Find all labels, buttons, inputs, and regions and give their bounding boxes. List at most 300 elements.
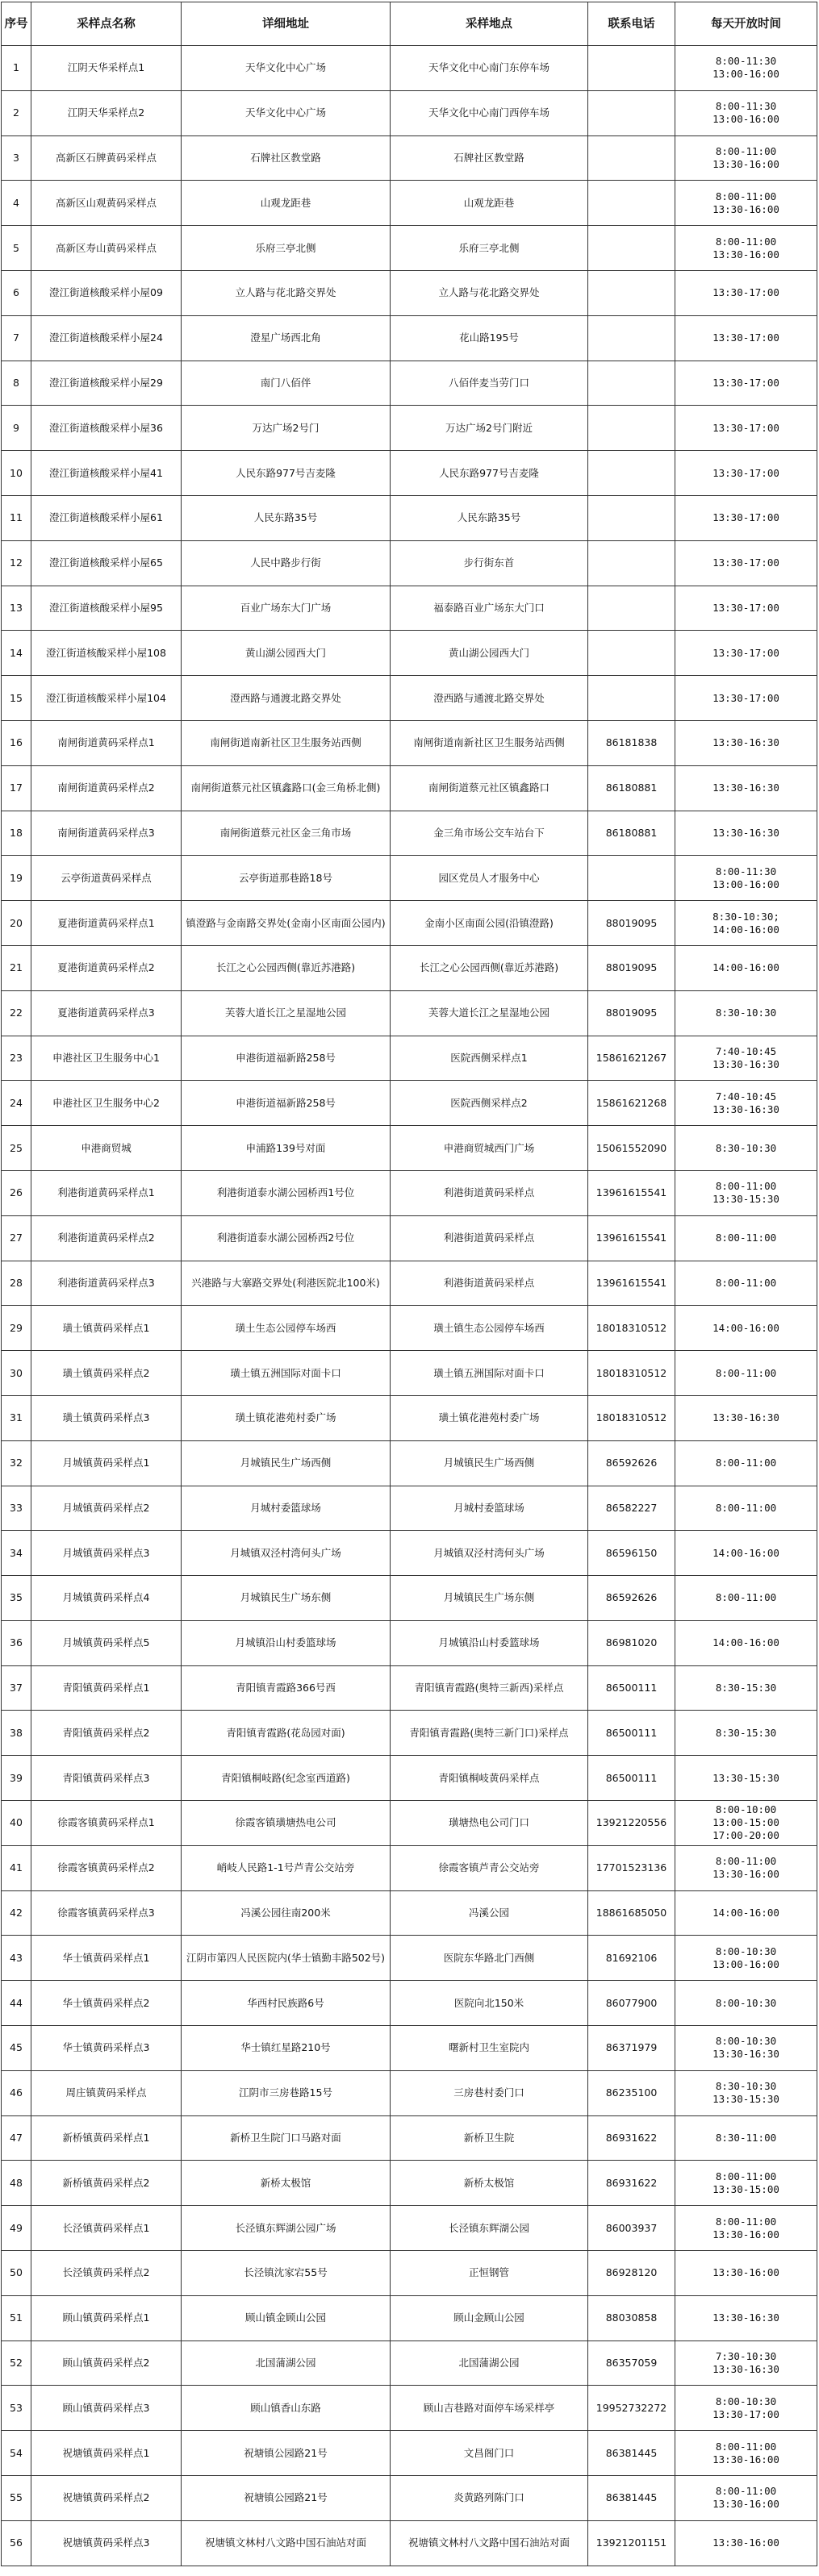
cell-address: 璜土生态公园停车场西: [182, 1306, 391, 1351]
cell-phone: 86928120: [588, 2251, 675, 2296]
cell-phone: 13961615541: [588, 1170, 675, 1215]
cell-address: 月城村委篮球场: [182, 1486, 391, 1531]
cell-index: 26: [2, 1170, 31, 1215]
table-row: [2, 945, 817, 990]
cell-phone: 86931622: [588, 2115, 675, 2161]
cell-site-name: 顾山镇黄码采样点1: [31, 2295, 182, 2340]
cell-address: 月城镇双泾村湾何头广场: [182, 1531, 391, 1576]
cell-index: 41: [2, 1845, 31, 1890]
cell-hours: 13:30-17:00: [675, 406, 817, 451]
cell-location: 澄西路与通渡北路交界处: [391, 676, 588, 721]
cell-location: 利港街道黄码采样点: [391, 1261, 588, 1306]
table-row: [2, 1576, 817, 1621]
table-row: [2, 1845, 817, 1890]
table-row: [2, 2251, 817, 2296]
table-row: [2, 1170, 817, 1215]
cell-address: 申浦路139号对面: [182, 1126, 391, 1171]
cell-location: 金三角市场公交车站台下: [391, 811, 588, 856]
cell-hours: 14:00-16:00: [675, 1890, 817, 1936]
table-row: [2, 2386, 817, 2431]
cell-site-name: 南闸街道黄码采样点2: [31, 765, 182, 811]
cell-phone: 86235100: [588, 2070, 675, 2115]
cell-hours: 13:30-17:00: [675, 676, 817, 721]
cell-location: 新桥卫生院: [391, 2115, 588, 2161]
cell-phone: 86500111: [588, 1711, 675, 1756]
table-row: [2, 315, 817, 361]
cell-location: 月城镇双泾村湾何头广场: [391, 1531, 588, 1576]
table-row: [2, 1756, 817, 1801]
cell-phone: [588, 451, 675, 496]
cell-site-name: 澄江街道核酸采样小屋95: [31, 586, 182, 631]
cell-location: 月城镇沿山村委篮球场: [391, 1620, 588, 1665]
cell-phone: [588, 361, 675, 406]
cell-hours: 13:30-17:00: [675, 495, 817, 540]
cell-hours: 8:00-10:30 13:30-16:30: [675, 2026, 817, 2071]
cell-address: 峭岐人民路1-1号芦青公交站旁: [182, 1845, 391, 1890]
cell-hours: 8:00-11:00 13:30-16:00: [675, 1845, 817, 1890]
cell-phone: [588, 586, 675, 631]
cell-phone: 86500111: [588, 1756, 675, 1801]
cell-index: 15: [2, 676, 31, 721]
cell-location: 月城镇民生广场西侧: [391, 1440, 588, 1486]
cell-site-name: 周庄镇黄码采样点: [31, 2070, 182, 2115]
cell-index: 48: [2, 2161, 31, 2206]
cell-location: 芙蓉大道长江之星湿地公园: [391, 990, 588, 1036]
cell-site-name: 南闸街道黄码采样点3: [31, 811, 182, 856]
cell-site-name: 澄江街道核酸采样小屋108: [31, 631, 182, 676]
table-row: [2, 2115, 817, 2161]
cell-hours: 8:30-10:30 13:30-15:30: [675, 2070, 817, 2115]
cell-address: 兴港路与大寨路交界处(利港医院北100米): [182, 1261, 391, 1306]
header-site-name: 采样点名称: [31, 2, 182, 46]
cell-index: 17: [2, 765, 31, 811]
cell-phone: 13961615541: [588, 1215, 675, 1261]
cell-hours: 8:30-11:00: [675, 2115, 817, 2161]
cell-index: 51: [2, 2295, 31, 2340]
cell-index: 30: [2, 1351, 31, 1396]
cell-phone: 13961615541: [588, 1261, 675, 1306]
cell-site-name: 月城镇黄码采样点3: [31, 1531, 182, 1576]
cell-site-name: 璜土镇黄码采样点2: [31, 1351, 182, 1396]
cell-hours: 8:00-11:00: [675, 1576, 817, 1621]
header-location: 采样地点: [391, 2, 588, 46]
cell-site-name: 申港社区卫生服务中心2: [31, 1081, 182, 1126]
cell-hours: 13:30-17:00: [675, 361, 817, 406]
cell-site-name: 新桥镇黄码采样点1: [31, 2115, 182, 2161]
cell-site-name: 新桥镇黄码采样点2: [31, 2161, 182, 2206]
cell-site-name: 青阳镇黄码采样点1: [31, 1665, 182, 1711]
cell-hours: 7:40-10:45 13:30-16:30: [675, 1081, 817, 1126]
table-row: [2, 676, 817, 721]
cell-index: 40: [2, 1801, 31, 1846]
table-row: [2, 1711, 817, 1756]
cell-address: 青阳镇青霞路366号西: [182, 1665, 391, 1711]
table-row: [2, 1261, 817, 1306]
table-row: [2, 181, 817, 226]
cell-hours: 14:00-16:00: [675, 1620, 817, 1665]
cell-location: 长泾镇东辉湖公园: [391, 2206, 588, 2251]
cell-index: 54: [2, 2431, 31, 2476]
cell-location: 月城镇民生广场东侧: [391, 1576, 588, 1621]
table-row: [2, 2026, 817, 2071]
table-row: [2, 1486, 817, 1531]
cell-site-name: 利港街道黄码采样点2: [31, 1215, 182, 1261]
table-row: [2, 1036, 817, 1081]
cell-address: 澄西路与通渡北路交界处: [182, 676, 391, 721]
table-row: [2, 720, 817, 765]
cell-hours: 13:30-16:30: [675, 720, 817, 765]
cell-location: 医院向北150米: [391, 1981, 588, 2026]
cell-index: 32: [2, 1440, 31, 1486]
cell-index: 24: [2, 1081, 31, 1126]
cell-address: 徐霞客镇璜塘热电公司: [182, 1801, 391, 1846]
cell-location: 南闸街道蔡元社区镇鑫路口: [391, 765, 588, 811]
cell-site-name: 月城镇黄码采样点4: [31, 1576, 182, 1621]
cell-location: 利港街道黄码采样点: [391, 1170, 588, 1215]
table-row: [2, 1936, 817, 1981]
table-row: [2, 2431, 817, 2476]
cell-phone: 18018310512: [588, 1306, 675, 1351]
cell-index: 47: [2, 2115, 31, 2161]
cell-site-name: 利港街道黄码采样点1: [31, 1170, 182, 1215]
cell-phone: 86931622: [588, 2161, 675, 2206]
cell-address: 石牌社区教堂路: [182, 135, 391, 181]
cell-index: 34: [2, 1531, 31, 1576]
cell-site-name: 云亭街道黄码采样点: [31, 856, 182, 901]
cell-site-name: 利港街道黄码采样点3: [31, 1261, 182, 1306]
cell-hours: 13:30-15:30: [675, 1756, 817, 1801]
table-row: [2, 2161, 817, 2206]
cell-site-name: 青阳镇黄码采样点3: [31, 1756, 182, 1801]
cell-hours: 8:00-11:30 13:00-16:00: [675, 90, 817, 135]
cell-index: 12: [2, 540, 31, 586]
table-row: [2, 765, 817, 811]
cell-phone: 86596150: [588, 1531, 675, 1576]
cell-address: 乐府三亭北侧: [182, 226, 391, 271]
cell-address: 青阳镇青霞路(花岛园对面): [182, 1711, 391, 1756]
table-row: [2, 2206, 817, 2251]
cell-address: 月城镇民生广场西侧: [182, 1440, 391, 1486]
cell-index: 28: [2, 1261, 31, 1306]
cell-address: 璜土镇五洲国际对面卡口: [182, 1351, 391, 1396]
cell-address: 申港街道福新路258号: [182, 1036, 391, 1081]
cell-hours: 14:00-16:00: [675, 945, 817, 990]
cell-hours: 8:00-11:00 13:30-16:00: [675, 2476, 817, 2521]
cell-address: 长江之心公园西侧(靠近苏港路): [182, 945, 391, 990]
cell-address: 南闸街道蔡元社区镇鑫路口(金三角桥北侧): [182, 765, 391, 811]
cell-index: 13: [2, 586, 31, 631]
cell-location: 园区党员人才服务中心: [391, 856, 588, 901]
cell-location: 正恒钢管: [391, 2251, 588, 2296]
table-row: [2, 856, 817, 901]
cell-hours: 13:30-16:30: [675, 765, 817, 811]
cell-site-name: 徐霞客镇黄码采样点3: [31, 1890, 182, 1936]
cell-phone: [588, 46, 675, 91]
cell-hours: 13:30-17:00: [675, 270, 817, 315]
cell-address: 长泾镇东辉湖公园广场: [182, 2206, 391, 2251]
cell-phone: 13921201151: [588, 2520, 675, 2566]
cell-index: 56: [2, 2520, 31, 2566]
cell-location: 申港商贸城西门广场: [391, 1126, 588, 1171]
cell-phone: 15061552090: [588, 1126, 675, 1171]
cell-phone: 86592626: [588, 1440, 675, 1486]
cell-site-name: 江阴天华采样点2: [31, 90, 182, 135]
cell-location: 黄山湖公园西大门: [391, 631, 588, 676]
table-row: [2, 1081, 817, 1126]
cell-index: 37: [2, 1665, 31, 1711]
sampling-sites-table: [1, 2, 817, 2566]
cell-site-name: 高新区山观黄码采样点: [31, 181, 182, 226]
cell-hours: 8:00-11:00 13:30-16:00: [675, 2206, 817, 2251]
cell-address: 申港街道福新路258号: [182, 1081, 391, 1126]
cell-site-name: 澄江街道核酸采样小屋29: [31, 361, 182, 406]
cell-hours: 13:30-17:00: [675, 451, 817, 496]
cell-phone: [588, 495, 675, 540]
cell-site-name: 祝塘镇黄码采样点2: [31, 2476, 182, 2521]
cell-address: 新桥卫生院门口马路对面: [182, 2115, 391, 2161]
cell-index: 42: [2, 1890, 31, 1936]
cell-address: 江阴市三房巷路15号: [182, 2070, 391, 2115]
cell-phone: 86381445: [588, 2476, 675, 2521]
cell-phone: 88019095: [588, 901, 675, 946]
header-index: 序号: [2, 2, 31, 46]
cell-site-name: 长泾镇黄码采样点1: [31, 2206, 182, 2251]
cell-hours: 8:00-11:00: [675, 1351, 817, 1396]
cell-hours: 8:00-11:00 13:30-16:00: [675, 181, 817, 226]
table-row: [2, 1801, 817, 1846]
table-row: [2, 1620, 817, 1665]
cell-phone: 86003937: [588, 2206, 675, 2251]
cell-site-name: 月城镇黄码采样点1: [31, 1440, 182, 1486]
cell-address: 万达广场2号门: [182, 406, 391, 451]
cell-phone: [588, 90, 675, 135]
cell-site-name: 青阳镇黄码采样点2: [31, 1711, 182, 1756]
cell-hours: 8:30-15:30: [675, 1711, 817, 1756]
cell-phone: [588, 135, 675, 181]
cell-hours: 7:30-10:30 13:30-16:30: [675, 2340, 817, 2386]
cell-location: 顾山金顾山公园: [391, 2295, 588, 2340]
cell-address: 天华文化中心广场: [182, 90, 391, 135]
cell-site-name: 夏港街道黄码采样点2: [31, 945, 182, 990]
cell-address: 利港街道泰水湖公园桥西2号位: [182, 1215, 391, 1261]
table-row: [2, 135, 817, 181]
table-row: [2, 1351, 817, 1396]
table-row: [2, 1440, 817, 1486]
cell-index: 5: [2, 226, 31, 271]
cell-location: 利港街道黄码采样点: [391, 1215, 588, 1261]
cell-index: 4: [2, 181, 31, 226]
table-row: [2, 1215, 817, 1261]
table-row: [2, 540, 817, 586]
cell-address: 南闸街道蔡元社区金三角市场: [182, 811, 391, 856]
cell-index: 49: [2, 2206, 31, 2251]
cell-index: 39: [2, 1756, 31, 1801]
cell-phone: 88019095: [588, 945, 675, 990]
table-row: [2, 406, 817, 451]
cell-address: 冯溪公园往南200米: [182, 1890, 391, 1936]
cell-hours: 14:00-16:00: [675, 1306, 817, 1351]
cell-address: 长泾镇沈家宕55号: [182, 2251, 391, 2296]
header-phone: 联系电话: [588, 2, 675, 46]
cell-location: 三房巷村委门口: [391, 2070, 588, 2115]
cell-site-name: 申港商贸城: [31, 1126, 182, 1171]
cell-index: 25: [2, 1126, 31, 1171]
cell-location: 北国蒲湖公园: [391, 2340, 588, 2386]
cell-location: 金南小区南面公园(沿镇澄路): [391, 901, 588, 946]
table-row: [2, 1665, 817, 1711]
cell-address: 立人路与花北路交界处: [182, 270, 391, 315]
cell-index: 14: [2, 631, 31, 676]
cell-hours: 13:30-16:00: [675, 2520, 817, 2566]
cell-index: 11: [2, 495, 31, 540]
cell-address: 人民东路35号: [182, 495, 391, 540]
cell-index: 43: [2, 1936, 31, 1981]
cell-location: 青阳镇青霞路(奥特三新西)采样点: [391, 1665, 588, 1711]
cell-phone: [588, 676, 675, 721]
cell-address: 新桥太极馆: [182, 2161, 391, 2206]
cell-phone: 86180881: [588, 811, 675, 856]
cell-index: 53: [2, 2386, 31, 2431]
cell-index: 36: [2, 1620, 31, 1665]
cell-hours: 13:30-17:00: [675, 315, 817, 361]
cell-hours: 8:00-11:00: [675, 1440, 817, 1486]
cell-phone: 86181838: [588, 720, 675, 765]
cell-phone: 15861621268: [588, 1081, 675, 1126]
cell-index: 2: [2, 90, 31, 135]
cell-index: 19: [2, 856, 31, 901]
cell-location: 顾山吉巷路对面停车场采样亭: [391, 2386, 588, 2431]
cell-site-name: 祝塘镇黄码采样点1: [31, 2431, 182, 2476]
cell-index: 7: [2, 315, 31, 361]
cell-site-name: 徐霞客镇黄码采样点2: [31, 1845, 182, 1890]
table-row: [2, 811, 817, 856]
cell-location: 长江之心公园西侧(靠近苏港路): [391, 945, 588, 990]
cell-location: 山观龙距巷: [391, 181, 588, 226]
cell-hours: 8:00-10:00 13:00-15:00 17:00-20:00: [675, 1801, 817, 1846]
cell-address: 顾山镇金顾山公园: [182, 2295, 391, 2340]
cell-hours: 8:30-10:30: [675, 1126, 817, 1171]
cell-hours: 8:00-11:30 13:00-16:00: [675, 46, 817, 91]
cell-index: 22: [2, 990, 31, 1036]
table-row: [2, 226, 817, 271]
table-row: [2, 586, 817, 631]
cell-location: 福泰路百业广场东大门口: [391, 586, 588, 631]
cell-phone: 86582227: [588, 1486, 675, 1531]
cell-location: 月城村委篮球场: [391, 1486, 588, 1531]
cell-index: 27: [2, 1215, 31, 1261]
table-row: [2, 270, 817, 315]
cell-location: 青阳镇桐岐黄码采样点: [391, 1756, 588, 1801]
cell-hours: 8:30-10:30: [675, 990, 817, 1036]
cell-hours: 8:00-10:30 13:30-17:00: [675, 2386, 817, 2431]
cell-address: 镇澄路与金南路交界处(金南小区南面公园内): [182, 901, 391, 946]
cell-location: 徐霞客镇芦青公交站旁: [391, 1845, 588, 1890]
cell-phone: [588, 540, 675, 586]
cell-phone: 88019095: [588, 990, 675, 1036]
cell-index: 20: [2, 901, 31, 946]
cell-phone: 86357059: [588, 2340, 675, 2386]
cell-location: 璜塘热电公司门口: [391, 1801, 588, 1846]
table-row: [2, 361, 817, 406]
cell-address: 百业广场东大门广场: [182, 586, 391, 631]
cell-site-name: 澄江街道核酸采样小屋41: [31, 451, 182, 496]
cell-location: 曙新村卫生室院内: [391, 2026, 588, 2071]
cell-index: 55: [2, 2476, 31, 2521]
cell-index: 21: [2, 945, 31, 990]
cell-site-name: 申港社区卫生服务中心1: [31, 1036, 182, 1081]
table-body: [2, 46, 817, 2566]
table-row: [2, 2070, 817, 2115]
cell-phone: [588, 226, 675, 271]
cell-site-name: 顾山镇黄码采样点2: [31, 2340, 182, 2386]
cell-location: 医院东华路北门西侧: [391, 1936, 588, 1981]
cell-index: 50: [2, 2251, 31, 2296]
cell-phone: 86981020: [588, 1620, 675, 1665]
cell-phone: 18861685050: [588, 1890, 675, 1936]
cell-location: 璜土镇生态公园停车场西: [391, 1306, 588, 1351]
table-row: [2, 2476, 817, 2521]
cell-hours: 13:30-16:30: [675, 811, 817, 856]
table-row: [2, 1306, 817, 1351]
cell-location: 新桥太极馆: [391, 2161, 588, 2206]
cell-hours: 8:30-10:30; 14:00-16:00: [675, 901, 817, 946]
cell-phone: 81692106: [588, 1936, 675, 1981]
table-row: [2, 495, 817, 540]
cell-hours: 13:30-16:30: [675, 2295, 817, 2340]
cell-site-name: 月城镇黄码采样点5: [31, 1620, 182, 1665]
cell-address: 利港街道泰水湖公园桥西1号位: [182, 1170, 391, 1215]
table-row: [2, 1981, 817, 2026]
cell-hours: 13:30-17:00: [675, 631, 817, 676]
cell-index: 33: [2, 1486, 31, 1531]
cell-location: 文昌阁门口: [391, 2431, 588, 2476]
table-row: [2, 990, 817, 1036]
header-row: [2, 2, 817, 46]
cell-index: 52: [2, 2340, 31, 2386]
cell-index: 16: [2, 720, 31, 765]
cell-site-name: 华士镇黄码采样点3: [31, 2026, 182, 2071]
cell-address: 黄山湖公园西大门: [182, 631, 391, 676]
cell-hours: 8:00-11:00: [675, 1261, 817, 1306]
cell-site-name: 璜土镇黄码采样点3: [31, 1395, 182, 1440]
cell-address: 天华文化中心广场: [182, 46, 391, 91]
cell-location: 天华文化中心南门西停车场: [391, 90, 588, 135]
cell-phone: 18018310512: [588, 1351, 675, 1396]
cell-address: 璜土镇花港苑村委广场: [182, 1395, 391, 1440]
cell-phone: 19952732272: [588, 2386, 675, 2431]
cell-address: 澄星广场西北角: [182, 315, 391, 361]
cell-location: 祝塘镇文林村八文路中国石油站对面: [391, 2520, 588, 2566]
table-row: [2, 46, 817, 91]
cell-hours: 8:00-11:00 13:30-15:30: [675, 1170, 817, 1215]
cell-index: 23: [2, 1036, 31, 1081]
cell-hours: 13:30-17:00: [675, 540, 817, 586]
cell-location: 花山路195号: [391, 315, 588, 361]
cell-hours: 8:00-11:00 13:30-15:00: [675, 2161, 817, 2206]
cell-phone: 17701523136: [588, 1845, 675, 1890]
cell-hours: 8:00-10:30 13:00-16:00: [675, 1936, 817, 1981]
cell-site-name: 高新区寿山黄码采样点: [31, 226, 182, 271]
cell-site-name: 顾山镇黄码采样点3: [31, 2386, 182, 2431]
cell-site-name: 长泾镇黄码采样点2: [31, 2251, 182, 2296]
cell-site-name: 江阴天华采样点1: [31, 46, 182, 91]
cell-address: 祝塘镇公园路21号: [182, 2476, 391, 2521]
cell-address: 人民东路977号吉麦隆: [182, 451, 391, 496]
cell-location: 炎黄路列陈门口: [391, 2476, 588, 2521]
cell-site-name: 夏港街道黄码采样点1: [31, 901, 182, 946]
cell-site-name: 月城镇黄码采样点2: [31, 1486, 182, 1531]
cell-phone: 13921220556: [588, 1801, 675, 1846]
